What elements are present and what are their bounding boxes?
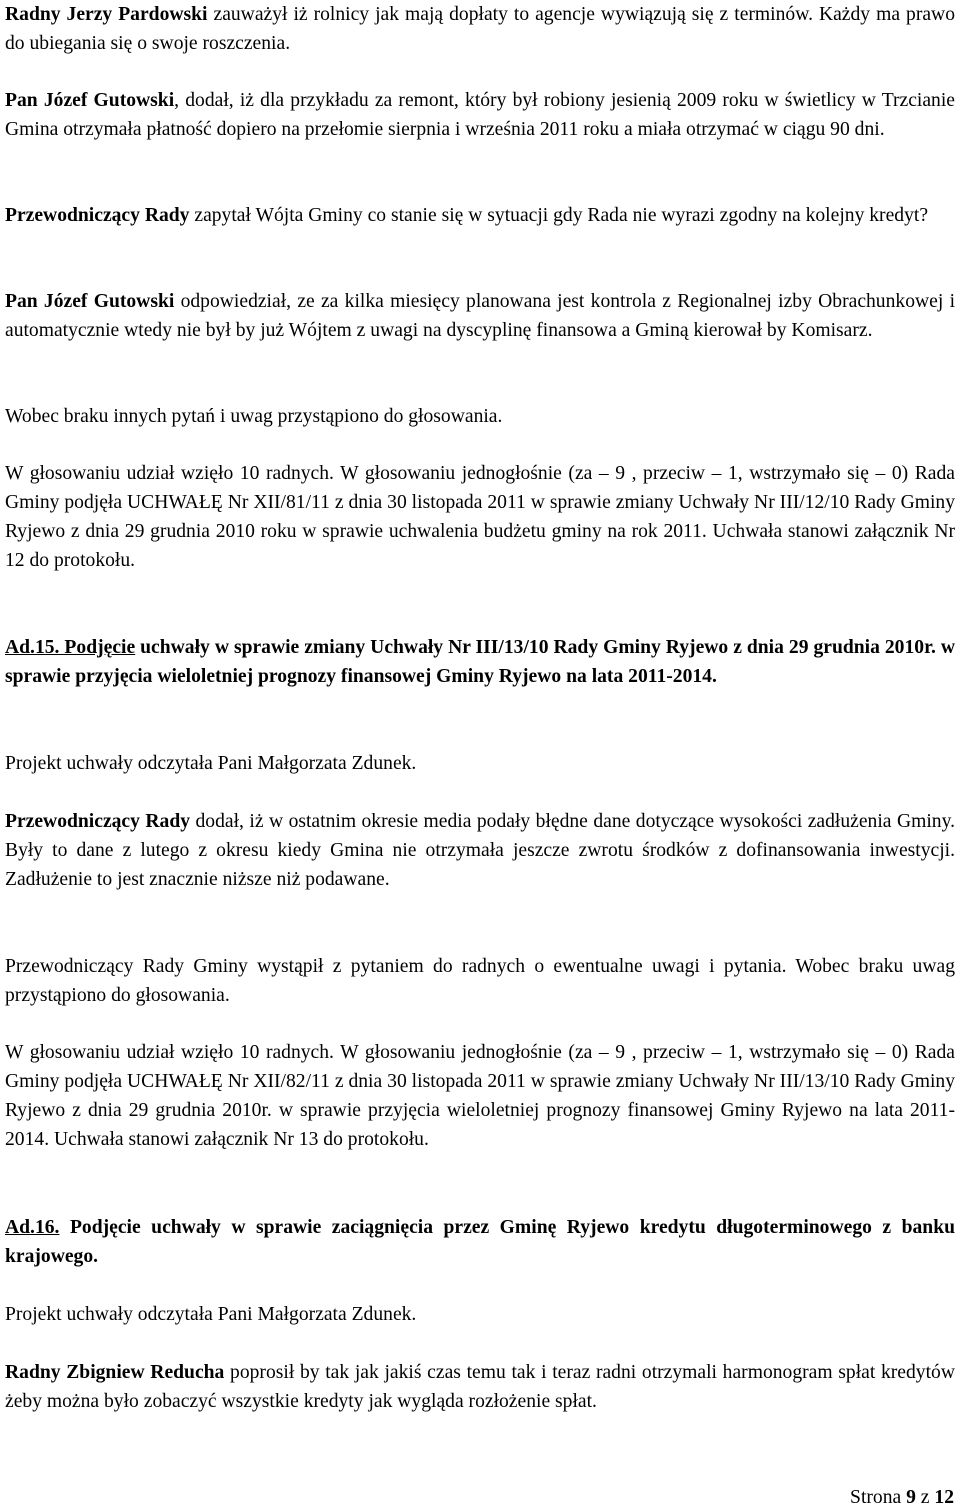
speaker-name: Pan Józef Gutowski <box>5 90 175 111</box>
agenda-title: Podjęcie uchwały w sprawie zaciągnięcia przez Gminę Ryjewo kredytu długoterminowego z banku krajowego. <box>5 1217 955 1267</box>
paragraph-text: Projekt uchwały odczytała Pani Małgorzata Zdunek. <box>5 1304 417 1325</box>
paragraph-przewodniczacy-question <box>5 201 955 230</box>
paragraph-gutowski-answer <box>5 287 955 345</box>
paragraph-text: dodał, iż w ostatnim okresie media podały błędne dane dotyczące wysokości zadłużenia Gminy. Były to dane z lutego z okresu kiedy Gmina nie otrzymała jeszcze zwrotu środków z dofinansowania inwestycji. Zadłużenie to jest znacznie niższe niż podawane. <box>5 811 956 890</box>
paragraph-projekt-read-2 <box>5 1300 955 1329</box>
paragraph-vote-result-81 <box>5 459 955 575</box>
total-pages-number: 12 <box>934 1487 954 1508</box>
agenda-title: uchwały w sprawie zmiany Uchwały Nr III/13/10 Rady Gminy Ryjewo z dnia 29 grudnia 2010r. w sprawie przyjęcia wieloletniej prognozy finansowej Gminy Ryjewo na lata 2011-2014. <box>5 637 955 687</box>
paragraph-text: , dodał, iż dla przykładu za remont, który był robiony jesienią 2009 roku w świetlicy w Trzcianie Gmina otrzymała płatność dopiero na przełomie sierpnia i września 2011 roku a miała otrzymać w ciągu 90 dni. <box>5 90 955 140</box>
speaker-name: Przewodniczący Rady <box>5 205 190 226</box>
paragraph-text: Projekt uchwały odczytała Pani Małgorzata Zdunek. <box>5 753 417 774</box>
paragraph-vote-intro <box>5 402 955 431</box>
page-number-footer <box>850 1486 954 1510</box>
paragraph-vote-result-82 <box>5 1038 955 1154</box>
paragraph-pardowski <box>5 0 955 58</box>
agenda-label: Ad.15. <box>5 637 60 658</box>
paragraph-text: poprosił by tak jak jakiś czas temu tak i teraz radni otrzymali harmonogram spłat kredytów żeby można było zobaczyć wszystkie kredyty jak wygląda rozłożenie spłat. <box>5 1362 955 1412</box>
speaker-name: Radny Jerzy Pardowski <box>5 4 208 25</box>
paragraph-text: zauważył iż rolnicy jak mają dopłaty to agencje wywiązują się z terminów. Każdy ma prawo do ubiegania się o swoje roszczenia. <box>5 4 955 54</box>
paragraph-text: Przewodniczący Rady Gminy wystąpił z pytaniem do radnych o ewentualne uwagi i pytania. Wobec braku uwag przystąpiono do głosowania. <box>5 956 955 1006</box>
paragraph-gutowski-remont <box>5 86 955 144</box>
agenda-label: Ad.16. <box>5 1217 60 1238</box>
paragraph-text: W głosowaniu udział wzięło 10 radnych. W głosowaniu jednogłośnie (za – 9 , przeciw – 1, wstrzymało się – 0) Rada Gminy podjęła UCHWAŁĘ Nr XII/82/11 z dnia 30 listopada 2011 w sprawie zmiany Uchwały Nr III/13/10 Rady Gminy Ryjewo z dnia 29 grudnia 2010r. w sprawie przyjęcia wieloletniej prognozy finansowej Gminy Ryjewo na lata 2011-2014. Uchwała stanowi załącznik Nr 13 do protokołu. <box>5 1042 955 1150</box>
paragraph-text: Wobec braku innych pytań i uwag przystąpiono do głosowania. <box>5 406 503 427</box>
paragraph-przewodniczacy-debt <box>5 807 955 894</box>
footer-middle: z <box>915 1487 935 1508</box>
agenda-item-16 <box>5 1213 955 1271</box>
speaker-name: Pan Józef Gutowski <box>5 291 175 312</box>
paragraph-przewodniczacy-questions <box>5 952 955 1010</box>
speaker-name: Przewodniczący Rady <box>5 811 191 832</box>
agenda-title-start: Podjęcie <box>59 637 136 658</box>
paragraph-text: odpowiedział, ze za kilka miesięcy planowana jest kontrola z Regionalnej izby Obrachunkowej i automatycznie wtedy nie był by już Wójtem z uwagi na dyscyplinę finansowa a Gminą kierował by Komisarz. <box>5 291 956 341</box>
current-page-number: 9 <box>906 1487 916 1508</box>
paragraph-text: zapytał Wójta Gminy co stanie się w sytuacji gdy Rada nie wyrazi zgodny na kolejny kredyt? <box>189 205 929 226</box>
paragraph-projekt-read <box>5 749 955 778</box>
paragraph-text: W głosowaniu udział wzięło 10 radnych. W głosowaniu jednogłośnie (za – 9 , przeciw – 1, wstrzymało się – 0) Rada Gminy podjęła UCHWAŁĘ Nr XII/81/11 z dnia 30 listopada 2011 w sprawie zmiany Uchwały Nr III/12/10 Rady Gminy Ryjewo z dnia 29 grudnia 2010 roku w sprawie uchwalenia budżetu gminy na rok 2011. Uchwała stanowi załącznik Nr 12 do protokołu. <box>5 463 955 571</box>
paragraph-reducha <box>5 1358 955 1416</box>
agenda-item-15 <box>5 633 955 691</box>
footer-prefix: Strona <box>850 1487 907 1508</box>
speaker-name: Radny Zbigniew Reducha <box>5 1362 225 1383</box>
